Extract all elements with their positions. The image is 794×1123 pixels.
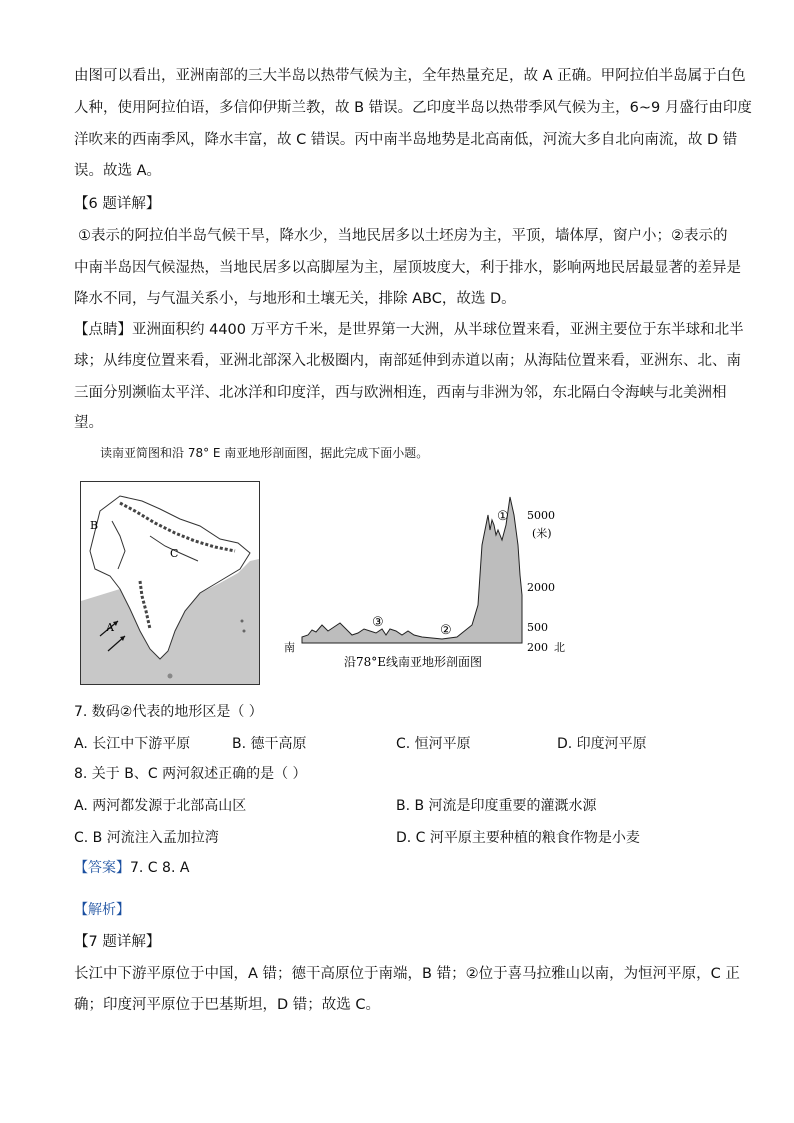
tick-5000: 5000 — [527, 509, 555, 522]
map-label-b: B — [90, 519, 99, 532]
south-asia-map-svg — [80, 481, 260, 685]
jiexi-tag: 【解析】 — [74, 902, 130, 918]
unit-label: (米) — [532, 527, 552, 540]
q6-line1: ①表示的阿拉伯半岛气候干旱，降水少，当地民居多以土坯房为主，平顶，墙体厚，窗户小；②表示的 — [78, 228, 728, 244]
q7-option-d: D. 印度河平原 — [557, 736, 647, 752]
q8-stem: 8. 关于 B、C 两河叙述正确的是（ ） — [74, 766, 307, 782]
dianjing-line4: 望。 — [74, 415, 103, 431]
profile-marker-3: ③ — [372, 615, 384, 630]
q7-option-c: C. 恒河平原 — [396, 736, 471, 752]
q7detail-line2: 确；印度河平原位于巴基斯坦，D 错；故选 C。 — [74, 997, 381, 1013]
label-south: 南 — [284, 641, 295, 654]
profile-marker-2: ② — [440, 623, 452, 638]
tick-500: 500 — [527, 621, 548, 634]
answer-text: 7. C 8. A — [130, 860, 190, 876]
map-label-c: C — [170, 547, 179, 560]
terrain-profile-svg — [282, 485, 582, 673]
answer-tag: 【答案】 — [74, 860, 130, 876]
q8-option-b: B. B 河流是印度重要的灌溉水源 — [396, 798, 597, 814]
map-label-a: A — [106, 621, 114, 634]
q7detail-heading: 【7 题详解】 — [74, 934, 161, 950]
dianjing-line2: 球；从纬度位置来看，亚洲北部深入北极圈内，南部延伸到赤道以南；从海陆位置来看，亚洲东、北、南 — [74, 353, 741, 369]
para1-line4: 误。故选 A。 — [74, 163, 162, 179]
profile-caption: 沿78°E线南亚地形剖面图 — [344, 655, 483, 669]
dianjing-text1: 亚洲面积约 4400 万平方千米，是世界第一大洲，从半球位置来看，亚洲主要位于东半球和北半 — [132, 322, 744, 338]
terrain-profile — [282, 485, 582, 673]
para1-line2: 人种，使用阿拉伯语，多信仰伊斯兰教，故 B 错误。乙印度半岛以热带季风气候为主，6~9 月盛行由印度 — [74, 100, 752, 116]
answer-line — [74, 858, 189, 878]
tick-2000: 2000 — [527, 581, 555, 594]
q8-option-c: C. B 河流注入孟加拉湾 — [74, 830, 219, 846]
para1-line3: 洋吹来的西南季风，降水丰富，故 C 错误。丙中南半岛地势是北高南低，河流大多自北向南流，故 D 错 — [74, 132, 738, 148]
q8-option-d: D. C 河平原主要种植的粮食作物是小麦 — [396, 830, 640, 846]
q8-option-a: A. 两河都发源于北部高山区 — [74, 798, 247, 814]
figure-instruction: 读南亚简图和沿 78° E 南亚地形剖面图，据此完成下面小题。 — [100, 446, 429, 460]
q7-stem: 7. 数码②代表的地形区是（ ） — [74, 704, 263, 720]
q6-line2: 中南半岛因气候湿热，当地民居多以高脚屋为主，屋顶坡度大，利于排水，影响两地民居最显著的差异是 — [74, 260, 741, 276]
profile-marker-1: ① — [497, 509, 509, 524]
q7-option-b: B. 德干高原 — [232, 736, 307, 752]
q7detail-line1: 长江中下游平原位于中国，A 错；德干高原位于南端，B 错；②位于喜马拉雅山以南，为恒河平原，C 正 — [74, 966, 740, 982]
para1-line1: 由图可以看出，亚洲南部的三大半岛以热带气候为主，全年热量充足，故 A 正确。甲阿拉伯半岛属于白色 — [74, 68, 746, 84]
dianjing-tag: 【点睛】 — [74, 322, 132, 338]
tick-200: 200 — [527, 641, 548, 654]
label-north: 北 — [554, 641, 565, 654]
dianjing-line1 — [74, 320, 744, 340]
south-asia-map — [80, 481, 260, 685]
dianjing-line3: 三面分别濒临太平洋、北冰洋和印度洋，西与欧洲相连，西南与非洲为邻，东北隔白令海峡与北美洲相 — [74, 385, 727, 401]
q7-option-a: A. 长江中下游平原 — [74, 736, 191, 752]
q6-heading: 【6 题详解】 — [74, 196, 161, 212]
q6-line3: 降水不同，与气温关系小，与地形和土壤无关，排除 ABC，故选 D。 — [74, 291, 516, 307]
